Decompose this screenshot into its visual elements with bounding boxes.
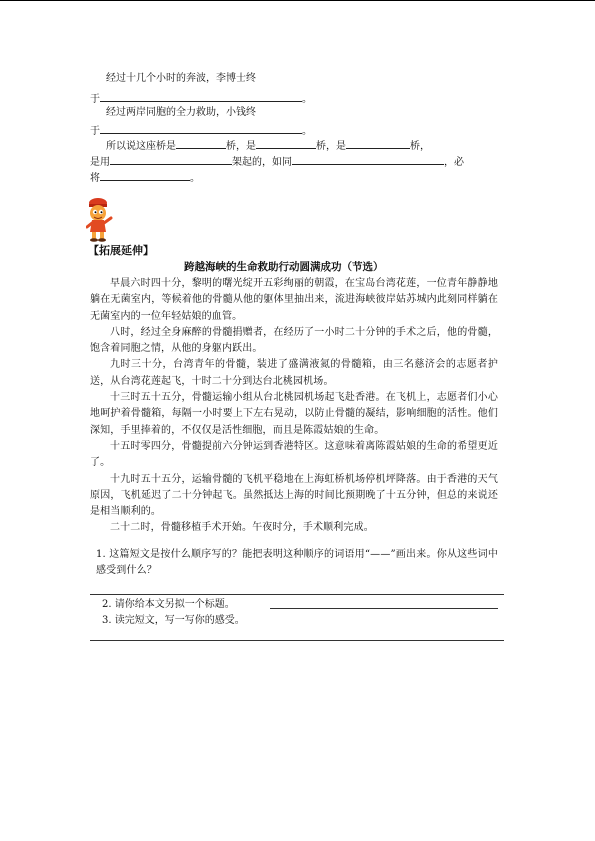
fill-suffix: 。 [302,94,312,105]
page-top-border [0,0,595,1]
article-paragraph: 十五时零四分，骨髓提前六分钟运到香港特区。这意味着离陈霞姑娘的生命的希望更近了。 [90,440,498,469]
question-1 [96,547,498,580]
fill-line-1a: 经过十几个小时的奔波，李博士终 [106,73,256,84]
fill-prefix: 于 [90,94,100,105]
fill-text: 桥， [410,141,430,152]
fill-line-1b [90,90,312,107]
answer-blank[interactable] [346,137,410,149]
cartoon-mascot-icon [86,196,114,242]
fill-text: 。 [190,173,200,184]
answer-blank[interactable] [100,122,302,134]
fill-line-3a [106,137,430,154]
fill-text: 桥，是 [226,141,256,152]
article-paragraph: 早晨六时四十分，黎明的曙光绽开五彩绚丽的朝霞，在宝岛台湾花莲，一位青年静静地躺在无菌室内，等候着他的骨髓从他的躯体里抽出来，流进海峡彼岸姑苏城内此刻同样躺在无菌室内的一位年轻姑娘的血管。 [90,278,498,322]
answer-blank[interactable] [100,169,190,181]
answer-blank[interactable] [100,90,302,102]
answer-blank[interactable] [256,137,316,149]
question-3: 3. 读完短文，写一写你的感受。 [102,615,245,626]
question-1-text: 1. 这篇短文是按什么顺序写的？能把表明这种顺序的词语用“——”画出来。你从这些词中感受到什么？ [96,549,498,577]
fill-text: ，必 [444,157,464,168]
fill-text: 所以说这座桥是 [106,141,176,152]
article-paragraph: 十三时五十五分，骨髓运输小组从台北桃园机场起飞赴香港。在飞机上，志愿者们小心地呵护着骨髓箱，每隔一小时要上下左右晃动，以防止骨髓的凝结，影响细胞的活性。他们深知，手里捧着的，不仅仅是活性细胞，而且是陈霞姑娘的生命。 [90,392,498,436]
article-body [90,276,498,537]
article-paragraph: 二十二时，骨髓移植手术开始。午夜时分，手术顺利完成。 [110,522,374,534]
question-2: 2. 请你给本文另拟一个标题。 [102,599,235,610]
answer-blank[interactable] [110,153,232,165]
answer-line[interactable] [270,608,498,609]
fill-text: 将 [90,173,100,184]
fill-text: 桥，是 [316,141,346,152]
article-paragraph: 十九时五十五分，运输骨髓的飞机平稳地在上海虹桥机场停机坪降落。由于香港的天气原因，飞机延迟了二十分钟起飞。虽然抵达上海的时间比预期晚了十五分钟，但总的来说还是相当顺利的。 [90,473,498,518]
answer-line[interactable] [90,594,504,595]
fill-text: 架起的，如同 [232,157,292,168]
article-paragraph: 八时，经过全身麻醉的骨髓捐赠者，在经历了一小时二十分钟的手术之后，他的骨髓，饱含着同胞之情，从他的身躯内跃出。 [90,326,498,355]
article-paragraph: 九时三十分，台湾青年的骨髓，装进了盛满液氮的骨髓箱，由三名慈济会的志愿者护送，从台湾花莲起飞，十时二十分到达台北桃园机场。 [90,359,498,387]
fill-suffix: 。 [302,126,312,137]
answer-line[interactable] [90,640,504,641]
article-title: 跨越海峡的生命救助行动圆满成功（节选） [184,261,384,273]
fill-line-3c [90,169,200,186]
answer-blank[interactable] [176,137,226,149]
fill-line-2a: 经过两岸同胞的全力救助，小钱终 [106,107,256,118]
answer-blank[interactable] [292,153,444,165]
section-heading: 【拓展延伸】 [88,244,154,257]
fill-text: 是用 [90,157,110,168]
fill-prefix: 于 [90,126,100,137]
fill-line-3b [90,153,464,170]
